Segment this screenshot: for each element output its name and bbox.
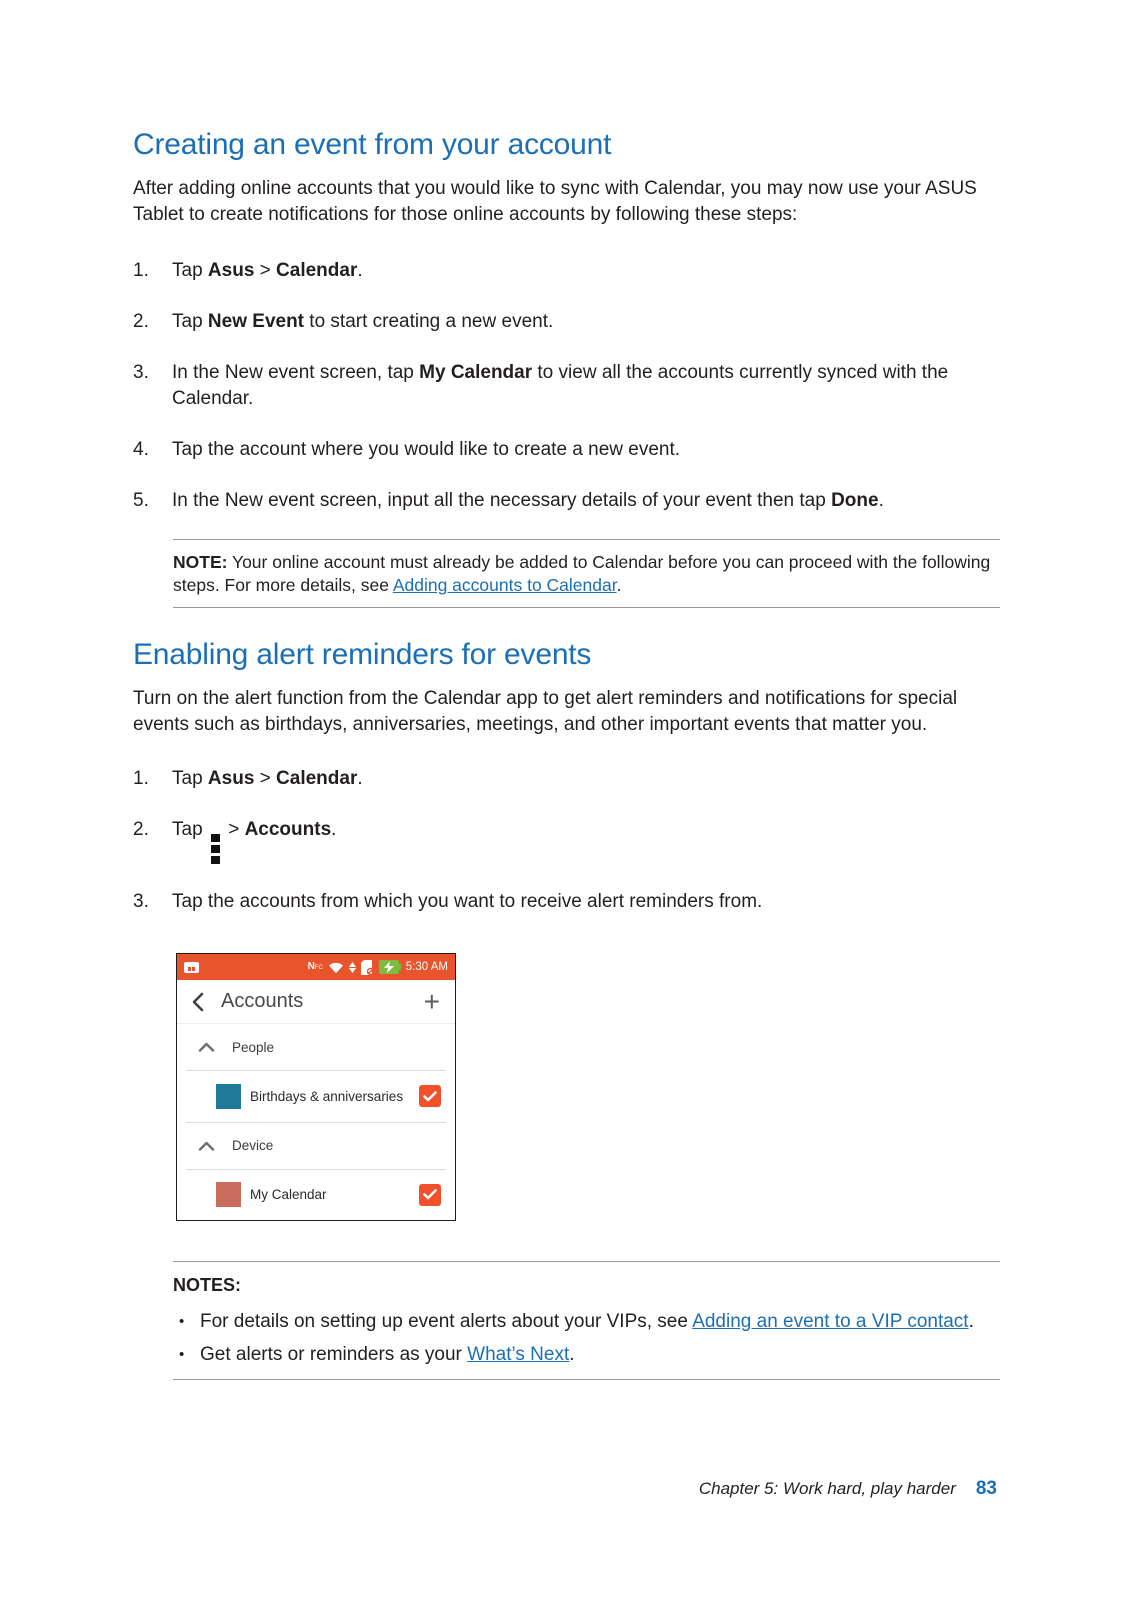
status-bar-time: 5:30 AM — [405, 961, 448, 973]
bullet-icon: • — [179, 1346, 185, 1363]
step-number: 2. — [133, 311, 149, 332]
step-text: Tap New Event to start creating a new event. — [172, 311, 554, 332]
accounts-screen-title: Accounts — [221, 990, 304, 1012]
group-header-device — [177, 1123, 455, 1169]
page-footer — [699, 1478, 997, 1500]
overflow-menu-icon — [211, 834, 220, 864]
footer-chapter-text: Chapter 5: Work hard, play harder — [698, 1479, 956, 1498]
step-number: 1. — [133, 260, 149, 281]
link-whats-next[interactable]: What’s Next — [467, 1344, 570, 1365]
account-label: My Calendar — [250, 1187, 327, 1203]
bullet-icon: • — [179, 1313, 185, 1330]
battery-charging-icon — [379, 960, 401, 974]
link-adding-accounts-to-calendar[interactable]: Adding accounts to Calendar — [392, 575, 617, 595]
list-item — [133, 766, 1000, 792]
list-item — [133, 309, 1000, 335]
notes-label: NOTES: — [173, 1275, 242, 1295]
step-number: 2. — [133, 819, 149, 840]
step-text: Tap the accounts from which you want to receive alert reminders from. — [172, 891, 763, 912]
back-chevron-icon — [192, 992, 204, 1012]
section1-title: Creating an event from your account — [133, 128, 612, 161]
list-item — [133, 258, 1000, 284]
checkbox-checked-icon — [419, 1184, 441, 1206]
step-text: Tap > Accounts. — [172, 817, 1000, 864]
group-label: Device — [232, 1138, 274, 1153]
notification-icon — [184, 962, 199, 973]
link-adding-event-vip-contact[interactable]: Adding an event to a VIP contact — [692, 1311, 969, 1332]
list-item — [173, 1342, 1000, 1367]
note-item-text: For details on setting up event alerts about your VIPs, see Adding an event to a VIP contact. — [200, 1311, 974, 1332]
add-account-icon: + — [423, 985, 440, 1017]
account-label: Birthdays & anniversaries — [250, 1088, 404, 1104]
list-item — [133, 488, 1000, 514]
page-number: 83 — [975, 1478, 997, 1499]
accounts-nav-bar — [177, 980, 455, 1024]
checkbox-checked-icon — [419, 1085, 441, 1107]
status-bar — [177, 954, 455, 980]
group-header-people — [177, 1024, 455, 1070]
chevron-up-icon — [198, 1141, 215, 1151]
accounts-screenshot — [176, 953, 456, 1221]
note-box: NOTE: Your online account must already be added to Calendar before you can proceed with the following steps. For more details, see Adding accounts to Calendar. — [173, 539, 1000, 608]
note-text: Your online account must already be added to Calendar before you can proceed with the following steps. For more details, see — [173, 552, 991, 595]
step-number: 1. — [133, 768, 149, 789]
step-number: 5. — [133, 490, 149, 511]
notes-box — [173, 1261, 1000, 1380]
nfc-icon: NFC — [307, 961, 323, 972]
list-item — [133, 889, 1000, 915]
account-color-swatch — [216, 1084, 241, 1109]
list-item — [173, 1309, 1000, 1334]
step-text: Tap the account where you would like to create a new event. — [172, 439, 681, 460]
step-text: Tap Asus > Calendar. — [172, 260, 363, 281]
note-label: NOTE: — [173, 552, 228, 572]
step-text: Tap Asus > Calendar. — [172, 768, 363, 789]
data-arrows-icon — [349, 962, 356, 973]
wifi-icon — [328, 961, 344, 974]
account-row-my-calendar — [177, 1170, 455, 1221]
step-text: In the New event screen, tap My Calendar to view all the accounts currently synced with the Calendar. — [172, 362, 949, 409]
list-item — [133, 360, 1000, 412]
step-number: 3. — [133, 362, 149, 383]
step-number: 4. — [133, 439, 149, 460]
account-row-birthdays — [177, 1071, 455, 1122]
section2-intro: Turn on the alert function from the Calendar app to get alert reminders and notifications for special events such as birthdays, anniversaries, meetings, and other important events that matter you. — [133, 688, 958, 735]
account-color-swatch — [216, 1182, 241, 1207]
step-text: In the New event screen, input all the necessary details of your event then tap Done. — [172, 490, 884, 511]
section1-intro: After adding online accounts that you would like to sync with Calendar, you may now use your ASUS Tablet to create notifications for those online accounts by following these steps: — [133, 178, 977, 225]
sdcard-icon — [361, 960, 374, 975]
group-label: People — [232, 1039, 275, 1055]
list-item — [133, 437, 1000, 463]
note-item-text: Get alerts or reminders as your What’s Next. — [200, 1344, 575, 1365]
chevron-up-icon — [198, 1042, 215, 1052]
step-number: 3. — [133, 891, 149, 912]
list-item — [133, 817, 1000, 864]
section2-title: Enabling alert reminders for events — [133, 638, 592, 671]
